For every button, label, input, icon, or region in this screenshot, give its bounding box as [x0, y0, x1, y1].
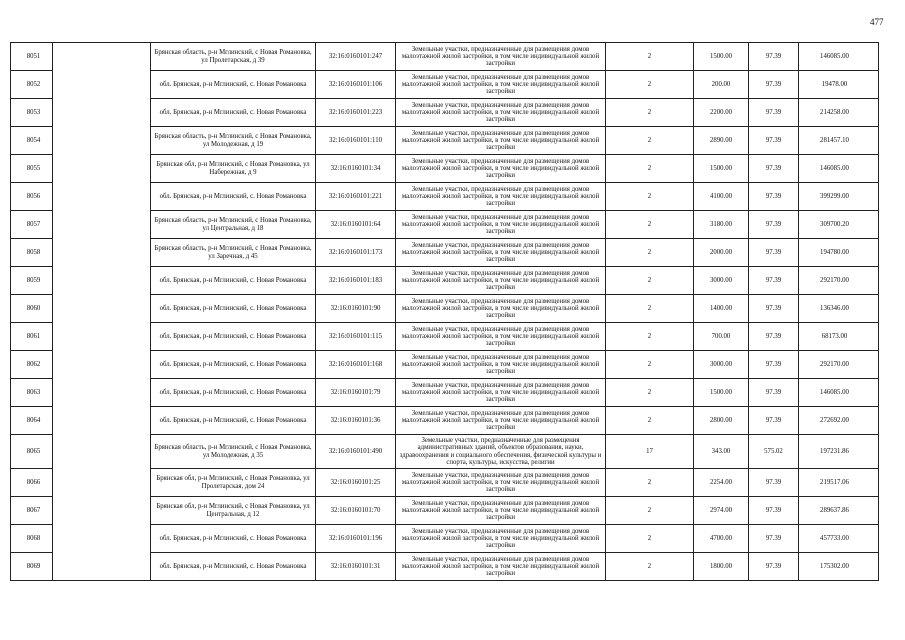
table-row — [11, 71, 879, 99]
cadastral-value-cell: 68173.00 — [799, 323, 879, 351]
spacer-cell — [53, 127, 151, 155]
cadastral-value-table — [10, 42, 879, 581]
row-number-cell: 8067 — [11, 497, 53, 525]
group-cell: 2 — [606, 99, 694, 127]
row-number-cell: 8062 — [11, 351, 53, 379]
rate-cell: 97.39 — [749, 211, 799, 239]
table-row — [11, 43, 879, 71]
cadastral-number-cell: 32:16:0160101:115 — [316, 323, 396, 351]
spacer-cell — [53, 379, 151, 407]
cadastral-value-cell: 146085.00 — [799, 155, 879, 183]
cadastral-number-cell: 32:16:0160101:183 — [316, 267, 396, 295]
land-purpose-cell: Земельные участки, предназначенные для размещения домов малоэтажной жилой застройки, в том числе индивидуальной жилой застройки — [396, 379, 606, 407]
table-row — [11, 239, 879, 267]
spacer-cell — [53, 525, 151, 553]
spacer-cell — [53, 323, 151, 351]
spacer-cell — [53, 469, 151, 497]
address-cell: Брянская область, р-н Мглинский, с Новая Романовка, ул Пролетарская, д 39 — [151, 43, 316, 71]
area-cell: 2974.00 — [694, 497, 749, 525]
table-row — [11, 183, 879, 211]
area-cell: 2200.00 — [694, 99, 749, 127]
cadastral-value-cell: 146085.00 — [799, 379, 879, 407]
cadastral-number-cell: 32:16:0160101:168 — [316, 351, 396, 379]
table-row — [11, 127, 879, 155]
cadastral-number-cell: 32:16:0160101:25 — [316, 469, 396, 497]
table-row — [11, 497, 879, 525]
spacer-cell — [53, 295, 151, 323]
address-cell: обл. Брянская, р-н Мглинский, с. Новая Романовка — [151, 183, 316, 211]
spacer-cell — [53, 497, 151, 525]
group-cell: 2 — [606, 295, 694, 323]
spacer-cell — [53, 183, 151, 211]
cadastral-number-cell: 32:16:0160101:106 — [316, 71, 396, 99]
address-cell: Брянская обл, р-н Мглинский, с Новая Романовка, ул Набережная, д 9 — [151, 155, 316, 183]
area-cell: 700.00 — [694, 323, 749, 351]
address-cell: обл. Брянская, р-н Мглинский, с. Новая Романовка — [151, 553, 316, 581]
land-purpose-cell: Земельные участки, предназначенные для размещения домов малоэтажной жилой застройки, в том числе индивидуальной жилой застройки — [396, 497, 606, 525]
rate-cell: 97.39 — [749, 295, 799, 323]
cadastral-number-cell: 32:16:0160101:34 — [316, 155, 396, 183]
group-cell: 2 — [606, 127, 694, 155]
group-cell: 2 — [606, 211, 694, 239]
address-cell: обл. Брянская, р-н Мглинский, с. Новая Романовка — [151, 71, 316, 99]
cadastral-value-cell: 136346.00 — [799, 295, 879, 323]
row-number-cell: 8059 — [11, 267, 53, 295]
table-row — [11, 295, 879, 323]
address-cell: Брянская область, р-н Мглинский, с Новая Романовка, ул Центральная, д 18 — [151, 211, 316, 239]
spacer-cell — [53, 99, 151, 127]
address-cell: Брянская область, р-н Мглинский, с Новая Романовка, ул Молодежная, д 19 — [151, 127, 316, 155]
land-purpose-cell: Земельные участки, предназначенные для размещения домов малоэтажной жилой застройки, в том числе индивидуальной жилой застройки — [396, 99, 606, 127]
rate-cell: 97.39 — [749, 127, 799, 155]
group-cell: 2 — [606, 239, 694, 267]
table-row — [11, 553, 879, 581]
cadastral-value-cell: 219517.06 — [799, 469, 879, 497]
area-cell: 1500.00 — [694, 155, 749, 183]
group-cell: 2 — [606, 497, 694, 525]
cadastral-value-cell: 175302.00 — [799, 553, 879, 581]
group-cell: 2 — [606, 71, 694, 99]
spacer-cell — [53, 239, 151, 267]
group-cell: 2 — [606, 469, 694, 497]
cadastral-value-cell: 272692.00 — [799, 407, 879, 435]
spacer-cell — [53, 351, 151, 379]
land-purpose-cell: Земельные участки, предназначенные для размещения домов малоэтажной жилой застройки, в том числе индивидуальной жилой застройки — [396, 469, 606, 497]
cadastral-number-cell: 32:16:0160101:490 — [316, 435, 396, 469]
cadastral-value-cell: 457733.00 — [799, 525, 879, 553]
area-cell: 3180.00 — [694, 211, 749, 239]
land-purpose-cell: Земельные участки, предназначенные для размещения домов малоэтажной жилой застройки, в том числе индивидуальной жилой застройки — [396, 155, 606, 183]
area-cell: 1800.00 — [694, 553, 749, 581]
cadastral-number-cell: 32:16:0160101:64 — [316, 211, 396, 239]
address-cell: обл. Брянская, р-н Мглинский, с. Новая Романовка — [151, 379, 316, 407]
address-cell: Брянская обл, р-н Мглинский, с Новая Романовка, ул Пролетарская, дом 24 — [151, 469, 316, 497]
row-number-cell: 8051 — [11, 43, 53, 71]
area-cell: 2800.00 — [694, 407, 749, 435]
cadastral-value-cell: 309700.20 — [799, 211, 879, 239]
row-number-cell: 8057 — [11, 211, 53, 239]
spacer-cell — [53, 435, 151, 469]
rate-cell: 575.02 — [749, 435, 799, 469]
group-cell: 2 — [606, 155, 694, 183]
area-cell: 3000.00 — [694, 351, 749, 379]
cadastral-number-cell: 32:16:0160101:221 — [316, 183, 396, 211]
rate-cell: 97.39 — [749, 43, 799, 71]
cadastral-number-cell: 32:16:0160101:90 — [316, 295, 396, 323]
cadastral-value-cell: 146085.00 — [799, 43, 879, 71]
address-cell: обл. Брянская, р-н Мглинский, с. Новая Романовка — [151, 351, 316, 379]
page-number: 477 — [870, 17, 884, 27]
table-row — [11, 211, 879, 239]
land-purpose-cell: Земельные участки, предназначенные для размещения домов малоэтажной жилой застройки, в том числе индивидуальной жилой застройки — [396, 323, 606, 351]
cadastral-value-cell: 19478.00 — [799, 71, 879, 99]
table-row — [11, 469, 879, 497]
land-purpose-cell: Земельные участки, предназначенные для размещения домов малоэтажной жилой застройки, в том числе индивидуальной жилой застройки — [396, 525, 606, 553]
row-number-cell: 8068 — [11, 525, 53, 553]
spacer-cell — [53, 71, 151, 99]
cadastral-value-cell: 281457.10 — [799, 127, 879, 155]
group-cell: 2 — [606, 407, 694, 435]
cadastral-value-cell: 289637.86 — [799, 497, 879, 525]
cadastral-value-cell: 214258.00 — [799, 99, 879, 127]
table-row — [11, 407, 879, 435]
group-cell: 2 — [606, 183, 694, 211]
area-cell: 1500.00 — [694, 43, 749, 71]
table-body — [11, 43, 879, 581]
row-number-cell: 8064 — [11, 407, 53, 435]
row-number-cell: 8060 — [11, 295, 53, 323]
group-cell: 2 — [606, 43, 694, 71]
row-number-cell: 8055 — [11, 155, 53, 183]
address-cell: обл. Брянская, р-н Мглинский, с. Новая Романовка — [151, 295, 316, 323]
rate-cell: 97.39 — [749, 497, 799, 525]
land-purpose-cell: Земельные участки, предназначенные для размещения домов малоэтажной жилой застройки, в том числе индивидуальной жилой застройки — [396, 43, 606, 71]
rate-cell: 97.39 — [749, 379, 799, 407]
area-cell: 2000.00 — [694, 239, 749, 267]
cadastral-number-cell: 32:16:0160101:247 — [316, 43, 396, 71]
row-number-cell: 8069 — [11, 553, 53, 581]
land-purpose-cell: Земельные участки, предназначенные для размещения домов малоэтажной жилой застройки, в том числе индивидуальной жилой застройки — [396, 351, 606, 379]
address-cell: обл. Брянская, р-н Мглинский, с. Новая Романовка — [151, 407, 316, 435]
table-row — [11, 351, 879, 379]
rate-cell: 97.39 — [749, 239, 799, 267]
rate-cell: 97.39 — [749, 267, 799, 295]
spacer-cell — [53, 155, 151, 183]
land-purpose-cell: Земельные участки, предназначенные для размещения домов малоэтажной жилой застройки, в том числе индивидуальной жилой застройки — [396, 407, 606, 435]
row-number-cell: 8061 — [11, 323, 53, 351]
rate-cell: 97.39 — [749, 323, 799, 351]
area-cell: 4700.00 — [694, 525, 749, 553]
rate-cell: 97.39 — [749, 525, 799, 553]
area-cell: 2254.00 — [694, 469, 749, 497]
cadastral-number-cell: 32:16:0160101:196 — [316, 525, 396, 553]
address-cell: Брянская область, р-н Мглинский, с Новая Романовка, ул Молодежная, д 35 — [151, 435, 316, 469]
rate-cell: 97.39 — [749, 99, 799, 127]
spacer-cell — [53, 267, 151, 295]
cadastral-value-cell: 292170.00 — [799, 267, 879, 295]
rate-cell: 97.39 — [749, 71, 799, 99]
cadastral-value-cell: 194780.00 — [799, 239, 879, 267]
land-purpose-cell: Земельные участки, предназначенные для размещения домов малоэтажной жилой застройки, в том числе индивидуальной жилой застройки — [396, 553, 606, 581]
cadastral-number-cell: 32:16:0160101:223 — [316, 99, 396, 127]
rate-cell: 97.39 — [749, 155, 799, 183]
land-purpose-cell: Земельные участки, предназначенные для размещения домов малоэтажной жилой застройки, в том числе индивидуальной жилой застройки — [396, 127, 606, 155]
group-cell: 2 — [606, 351, 694, 379]
land-purpose-cell: Земельные участки, предназначенные для размещения домов малоэтажной жилой застройки, в том числе индивидуальной жилой застройки — [396, 295, 606, 323]
row-number-cell: 8054 — [11, 127, 53, 155]
land-purpose-cell: Земельные участки, предназначенные для размещения домов малоэтажной жилой застройки, в том числе индивидуальной жилой застройки — [396, 183, 606, 211]
group-cell: 2 — [606, 379, 694, 407]
group-cell: 2 — [606, 323, 694, 351]
spacer-cell — [53, 553, 151, 581]
address-cell: обл. Брянская, р-н Мглинский, с. Новая Романовка — [151, 99, 316, 127]
group-cell: 2 — [606, 267, 694, 295]
table-row — [11, 155, 879, 183]
area-cell: 1500.00 — [694, 379, 749, 407]
cadastral-number-cell: 32:16:0160101:110 — [316, 127, 396, 155]
land-purpose-cell: Земельные участки, предназначенные для размещения домов малоэтажной жилой застройки, в том числе индивидуальной жилой застройки — [396, 239, 606, 267]
row-number-cell: 8058 — [11, 239, 53, 267]
cadastral-value-cell: 292170.00 — [799, 351, 879, 379]
land-purpose-cell: Земельные участки, предназначенные для размещения домов малоэтажной жилой застройки, в том числе индивидуальной жилой застройки — [396, 211, 606, 239]
area-cell: 2890.00 — [694, 127, 749, 155]
table-row — [11, 525, 879, 553]
row-number-cell: 8066 — [11, 469, 53, 497]
cadastral-number-cell: 32:16:0160101:173 — [316, 239, 396, 267]
spacer-cell — [53, 211, 151, 239]
cadastral-value-cell: 399299.00 — [799, 183, 879, 211]
address-cell: Брянская обл, р-н Мглинский, с Новая Романовка, ул Центральная, д 12 — [151, 497, 316, 525]
land-purpose-cell: Земельные участки, предназначенные для размещения домов малоэтажной жилой застройки, в том числе индивидуальной жилой застройки — [396, 267, 606, 295]
land-purpose-cell: Земельные участки, предназначенные для размещения административных зданий, объектов образования, науки, здравоохранения и социального обеспечения, физической культуры и спорта, культуры, искусства, религии — [396, 435, 606, 469]
cadastral-value-cell: 197231.86 — [799, 435, 879, 469]
address-cell: обл. Брянская, р-н Мглинский, с. Новая Романовка — [151, 525, 316, 553]
group-cell: 17 — [606, 435, 694, 469]
cadastral-number-cell: 32:16:0160101:31 — [316, 553, 396, 581]
group-cell: 2 — [606, 525, 694, 553]
cadastral-number-cell: 32:16:0160101:79 — [316, 379, 396, 407]
rate-cell: 97.39 — [749, 351, 799, 379]
row-number-cell: 8065 — [11, 435, 53, 469]
rate-cell: 97.39 — [749, 469, 799, 497]
land-purpose-cell: Земельные участки, предназначенные для размещения домов малоэтажной жилой застройки, в том числе индивидуальной жилой застройки — [396, 71, 606, 99]
table-row — [11, 99, 879, 127]
row-number-cell: 8056 — [11, 183, 53, 211]
address-cell: Брянская область, р-н Мглинский, с Новая Романовка, ул Заречная, д 45 — [151, 239, 316, 267]
area-cell: 200.00 — [694, 71, 749, 99]
area-cell: 4100.00 — [694, 183, 749, 211]
spacer-cell — [53, 407, 151, 435]
rate-cell: 97.39 — [749, 553, 799, 581]
table-row — [11, 267, 879, 295]
row-number-cell: 8052 — [11, 71, 53, 99]
table-row — [11, 323, 879, 351]
area-cell: 3000.00 — [694, 267, 749, 295]
cadastral-number-cell: 32:16:0160101:70 — [316, 497, 396, 525]
table-row — [11, 435, 879, 469]
address-cell: обл. Брянская, р-н Мглинский, с. Новая Романовка — [151, 323, 316, 351]
table-row — [11, 379, 879, 407]
row-number-cell: 8063 — [11, 379, 53, 407]
group-cell: 2 — [606, 553, 694, 581]
area-cell: 343.00 — [694, 435, 749, 469]
row-number-cell: 8053 — [11, 99, 53, 127]
cadastral-number-cell: 32:16:0160101:36 — [316, 407, 396, 435]
rate-cell: 97.39 — [749, 183, 799, 211]
address-cell: обл. Брянская, р-н Мглинский, с. Новая Романовка — [151, 267, 316, 295]
spacer-cell — [53, 43, 151, 71]
area-cell: 1400.00 — [694, 295, 749, 323]
rate-cell: 97.39 — [749, 407, 799, 435]
